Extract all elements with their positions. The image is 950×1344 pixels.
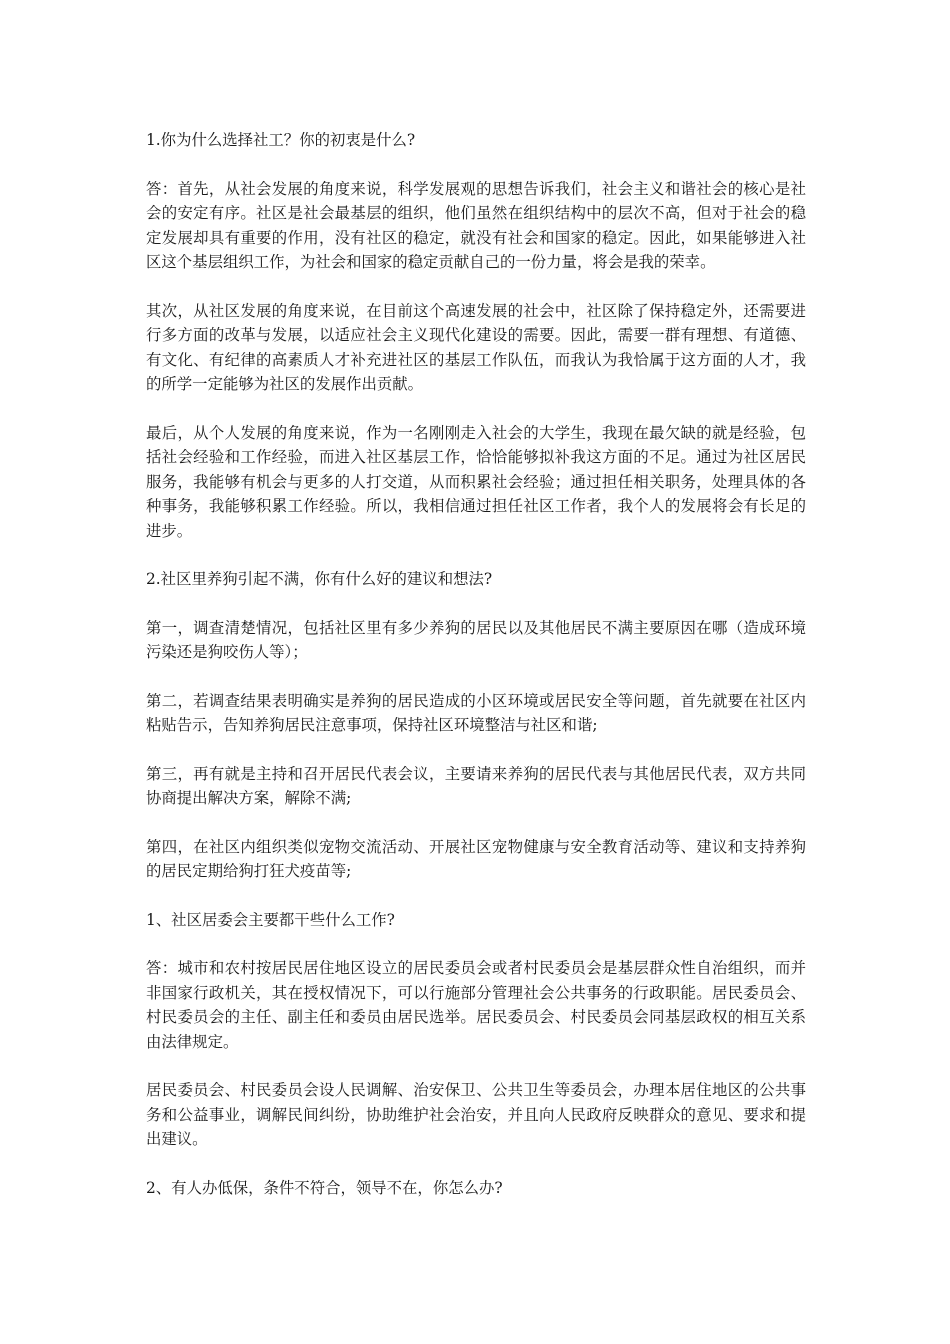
answer-paragraph: 其次，从社区发展的角度来说，在目前这个高速发展的社会中，社区除了保持稳定外，还需要进行多方面的改革与发展，以适应社会主义现代化建设的需要。因此，需要一群有理想、有道德、有文化、有纪律的高素质人才补充进社区的基层工作队伍，而我认为我恰属于这方面的人才，我的所学一定能够为社区的发展作出贡献。 — [146, 301, 806, 393]
answer-paragraph: 第二，若调查结果表明确实是养狗的居民造成的小区环境或居民安全等问题，首先就要在社区内粘贴告示，告知养狗居民注意事项，保持社区环境整洁与社区和谐; — [146, 691, 806, 734]
answer-paragraph: 第四，在社区内组织类似宠物交流活动、开展社区宠物健康与安全教育活动等、建议和支持养狗的居民定期给狗打狂犬疫苗等; — [146, 837, 806, 880]
question-heading: 1、社区居委会主要都干些什么工作? — [146, 910, 395, 929]
answer-paragraph: 最后，从个人发展的角度来说，作为一名刚刚走入社会的大学生，我现在最欠缺的就是经验，包括社会经验和工作经验，而进入社区基层工作，恰恰能够拟补我这方面的不足。通过为社区居民服务，我能够有机会与更多的人打交道，从而积累社会经验；通过担任相关职务，处理具体的各种事务，我能够积累工作经验。所以，我相信通过担任社区工作者，我个人的发展将会有长足的进步。 — [146, 423, 806, 540]
answer-paragraph: 第三，再有就是主持和召开居民代表会议，主要请来养狗的居民代表与其他居民代表，双方共同协商提出解决方案，解除不满; — [146, 764, 806, 807]
answer-paragraph: 答：首先，从社会发展的角度来说，科学发展观的思想告诉我们，社会主义和谐社会的核心是社会的安定有序。社区是社会最基层的组织，他们虽然在组织结构中的层次不高，但对于社会的稳定发展却具有重要的作用，没有社区的稳定，就没有社会和国家的稳定。因此，如果能够进入社区这个基层组织工作，为社会和国家的稳定贡献自己的一份力量，将会是我的荣幸。 — [146, 179, 806, 271]
answer-paragraph: 答：城市和农村按居民居住地区设立的居民委员会或者村民委员会是基层群众性自治组织，而并非国家行政机关，其在授权情况下，可以行施部分管理社会公共事务的行政职能。居民委员会、村民委员会的主任、副主任和委员由居民选举。居民委员会、村民委员会同基层政权的相互关系由法律规定。 — [146, 959, 806, 1051]
question-heading: 2、有人办低保，条件不符合，领导不在，你怎么办? — [146, 1178, 503, 1197]
document-body — [146, 128, 806, 1224]
question-heading: 1.你为什么选择社工？你的初衷是什么? — [146, 131, 416, 149]
question-heading: 2.社区里养狗引起不满，你有什么好的建议和想法? — [146, 570, 493, 588]
answer-paragraph: 第一，调查清楚情况，包括社区里有多少养狗的居民以及其他居民不满主要原因在哪（造成环境污染还是狗咬伤人等）； — [146, 618, 806, 661]
answer-paragraph: 居民委员会、村民委员会设人民调解、治安保卫、公共卫生等委员会，办理本居住地区的公共事务和公益事业，调解民间纠纷，协助维护社会治安，并且向人民政府反映群众的意见、要求和提出建议。 — [146, 1081, 806, 1148]
